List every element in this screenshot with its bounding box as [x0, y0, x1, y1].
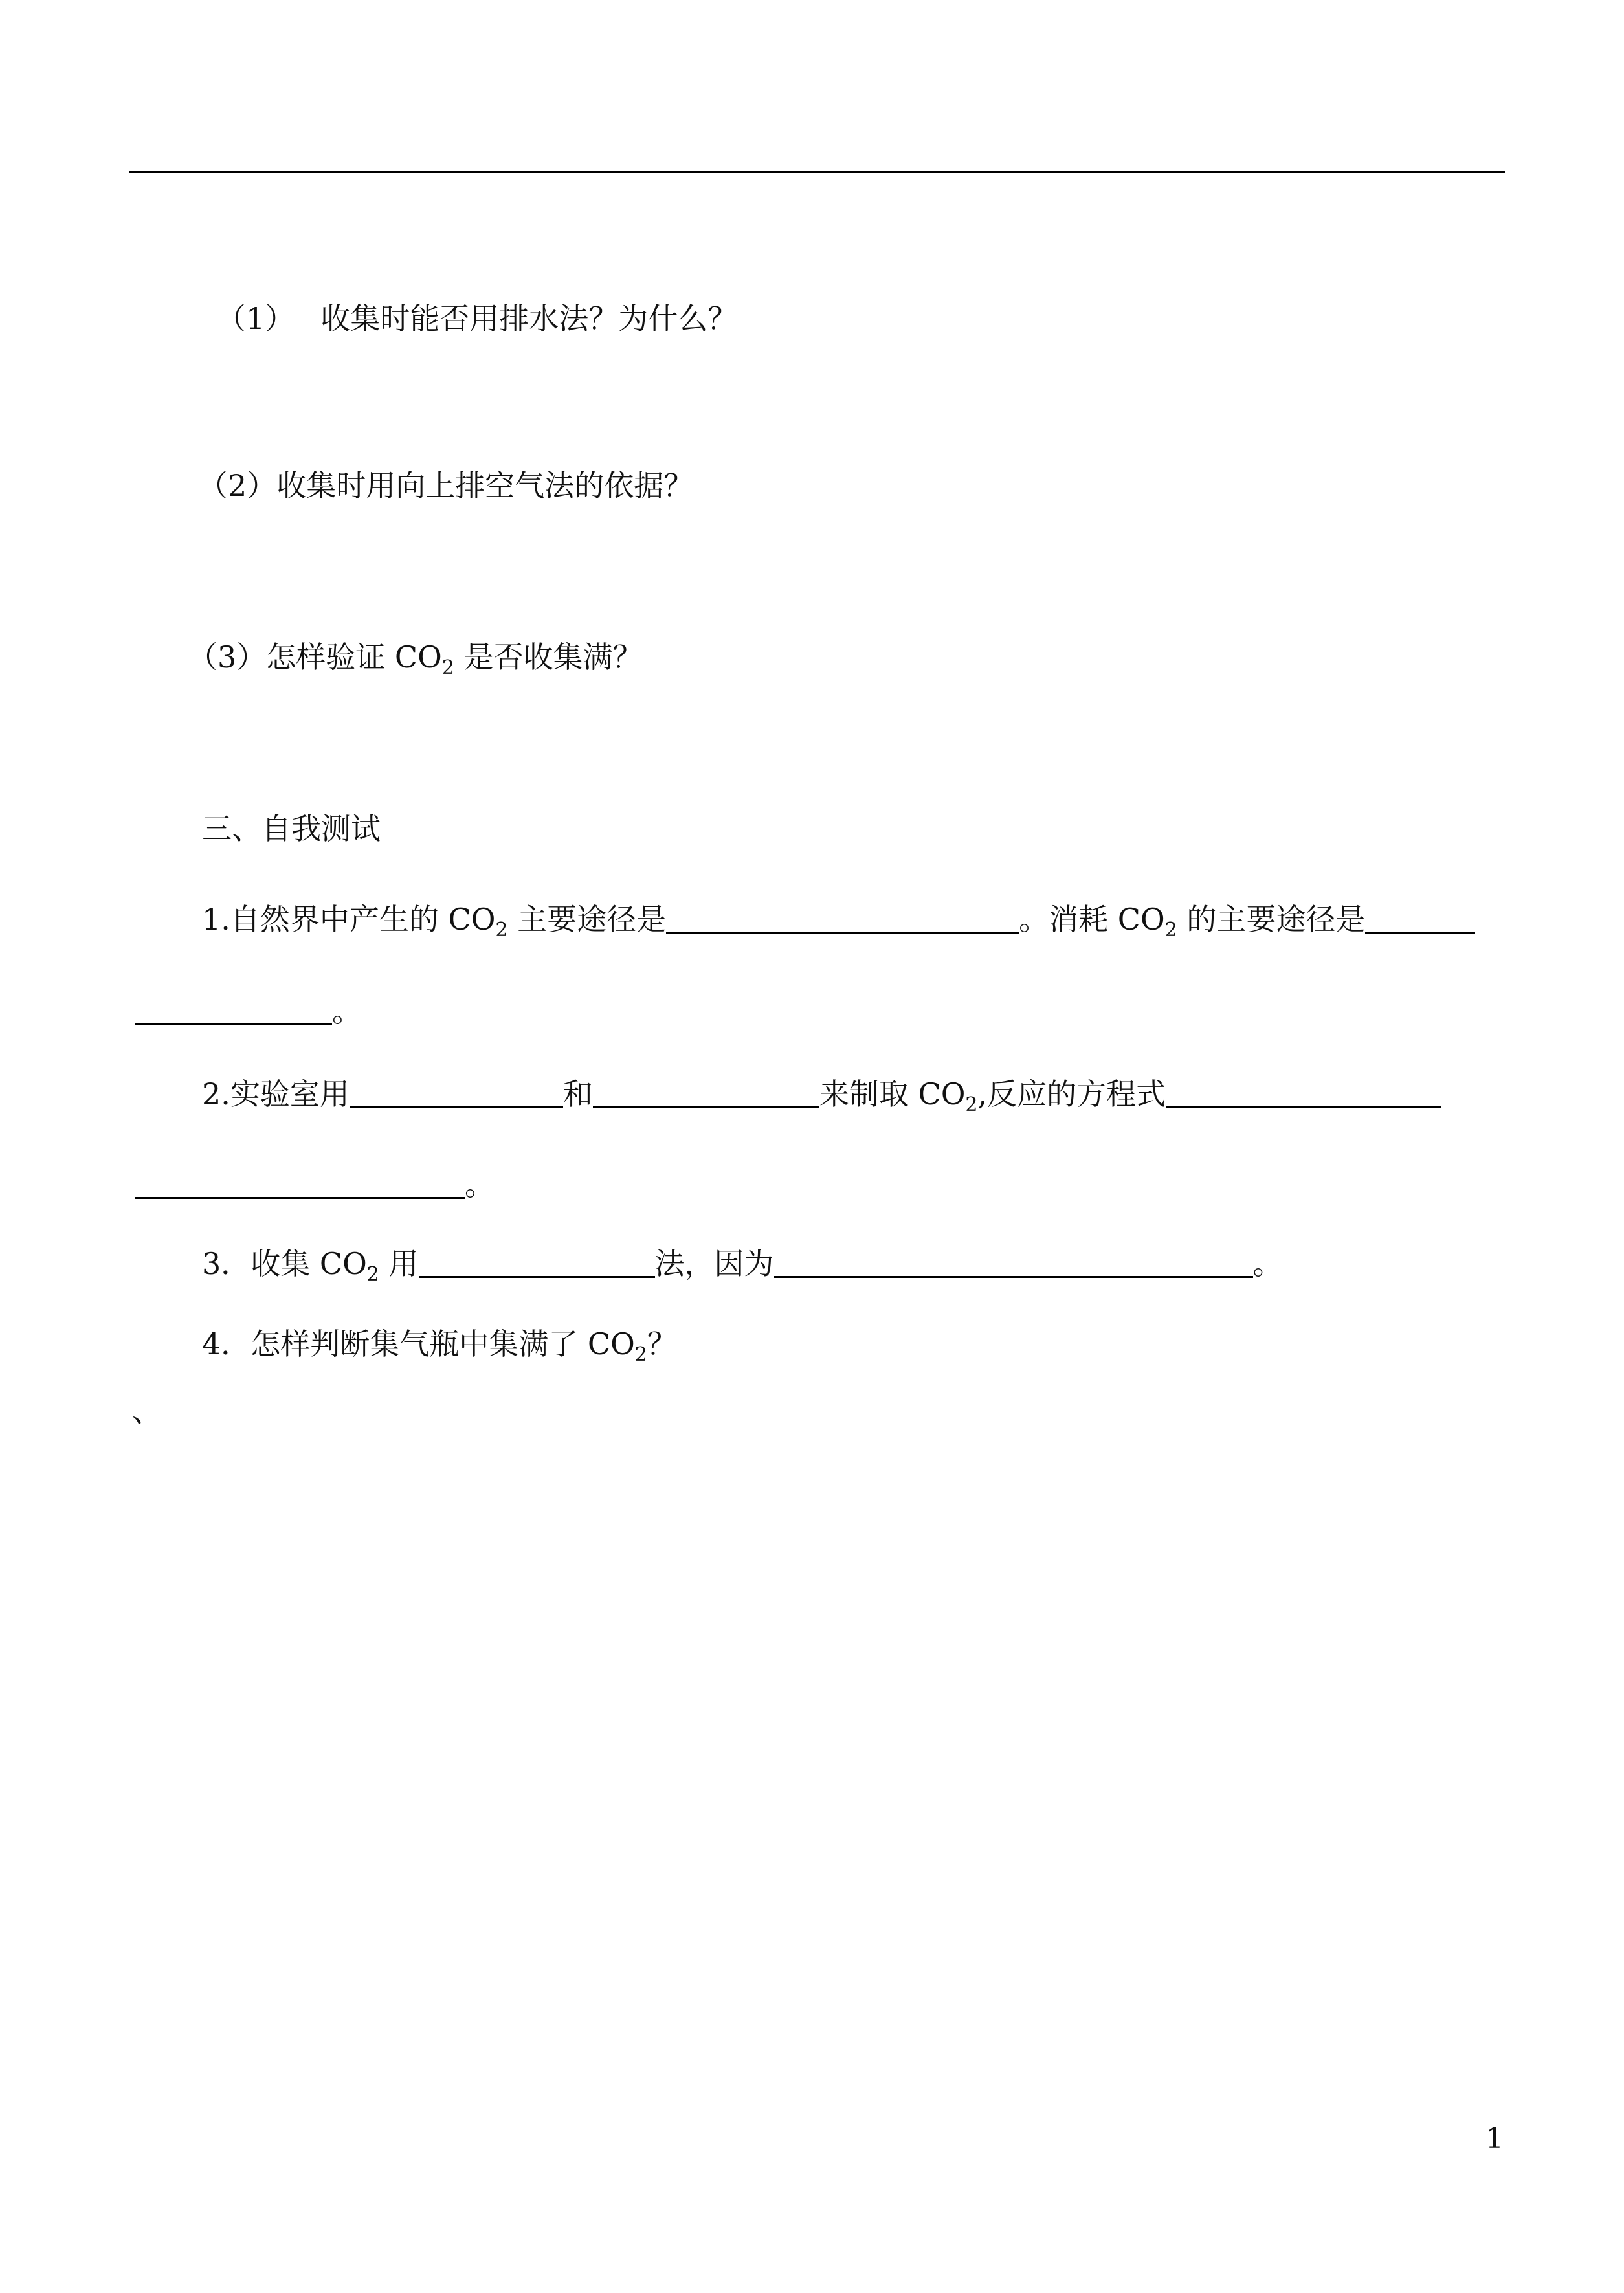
test-item-4: 4．怎样判断集气瓶中集满了 $CO_2$？ — [202, 1326, 677, 1366]
test-item-1: 1.自然界中产生的 $CO_2$ 主要途径是 。消耗 $CO_2$ 的主要途径是 — [202, 900, 1475, 939]
blank-co2-source[interactable] — [666, 900, 1019, 934]
question-2 — [198, 466, 693, 505]
blank-reagent-1[interactable] — [350, 1075, 563, 1108]
blank-equation-end[interactable] — [135, 1166, 465, 1199]
header-rule — [129, 171, 1505, 173]
blank-equation-start[interactable] — [1166, 1075, 1441, 1108]
self-test-heading: 三、自我测试 — [202, 811, 381, 846]
test-item-2: 2.实验室用 和 来制取 $CO_2$,反应的方程式 — [202, 1075, 1441, 1113]
page-number: 1 — [1485, 2122, 1504, 2155]
test-item-2-continuation: 。 — [135, 1165, 495, 1204]
test-item-1-continuation: 。 — [135, 992, 362, 1031]
question-3: （3）怎样验证 $CO_2$ 是否收集满？ — [188, 640, 643, 679]
blank-co2-consumption-start[interactable] — [1365, 900, 1475, 934]
blank-collection-method[interactable] — [419, 1245, 655, 1278]
test-item-3: 3．收集 $CO_2$ 用 法，因为 。 — [202, 1246, 1283, 1286]
blank-co2-consumption-end[interactable] — [135, 992, 332, 1025]
question-1-number: （1） — [216, 301, 295, 336]
blank-reason[interactable] — [774, 1245, 1253, 1278]
question-1 — [216, 299, 737, 338]
question-2-number: （2） — [198, 468, 277, 503]
blank-reagent-2[interactable] — [593, 1075, 819, 1108]
stray-mark: 、 — [132, 1394, 162, 1429]
question-1-text: 收集时能否用排水法？为什么？ — [320, 301, 738, 336]
question-3-number: （3） — [188, 640, 267, 675]
question-2-text: 收集时用向上排空气法的依据？ — [276, 468, 694, 503]
